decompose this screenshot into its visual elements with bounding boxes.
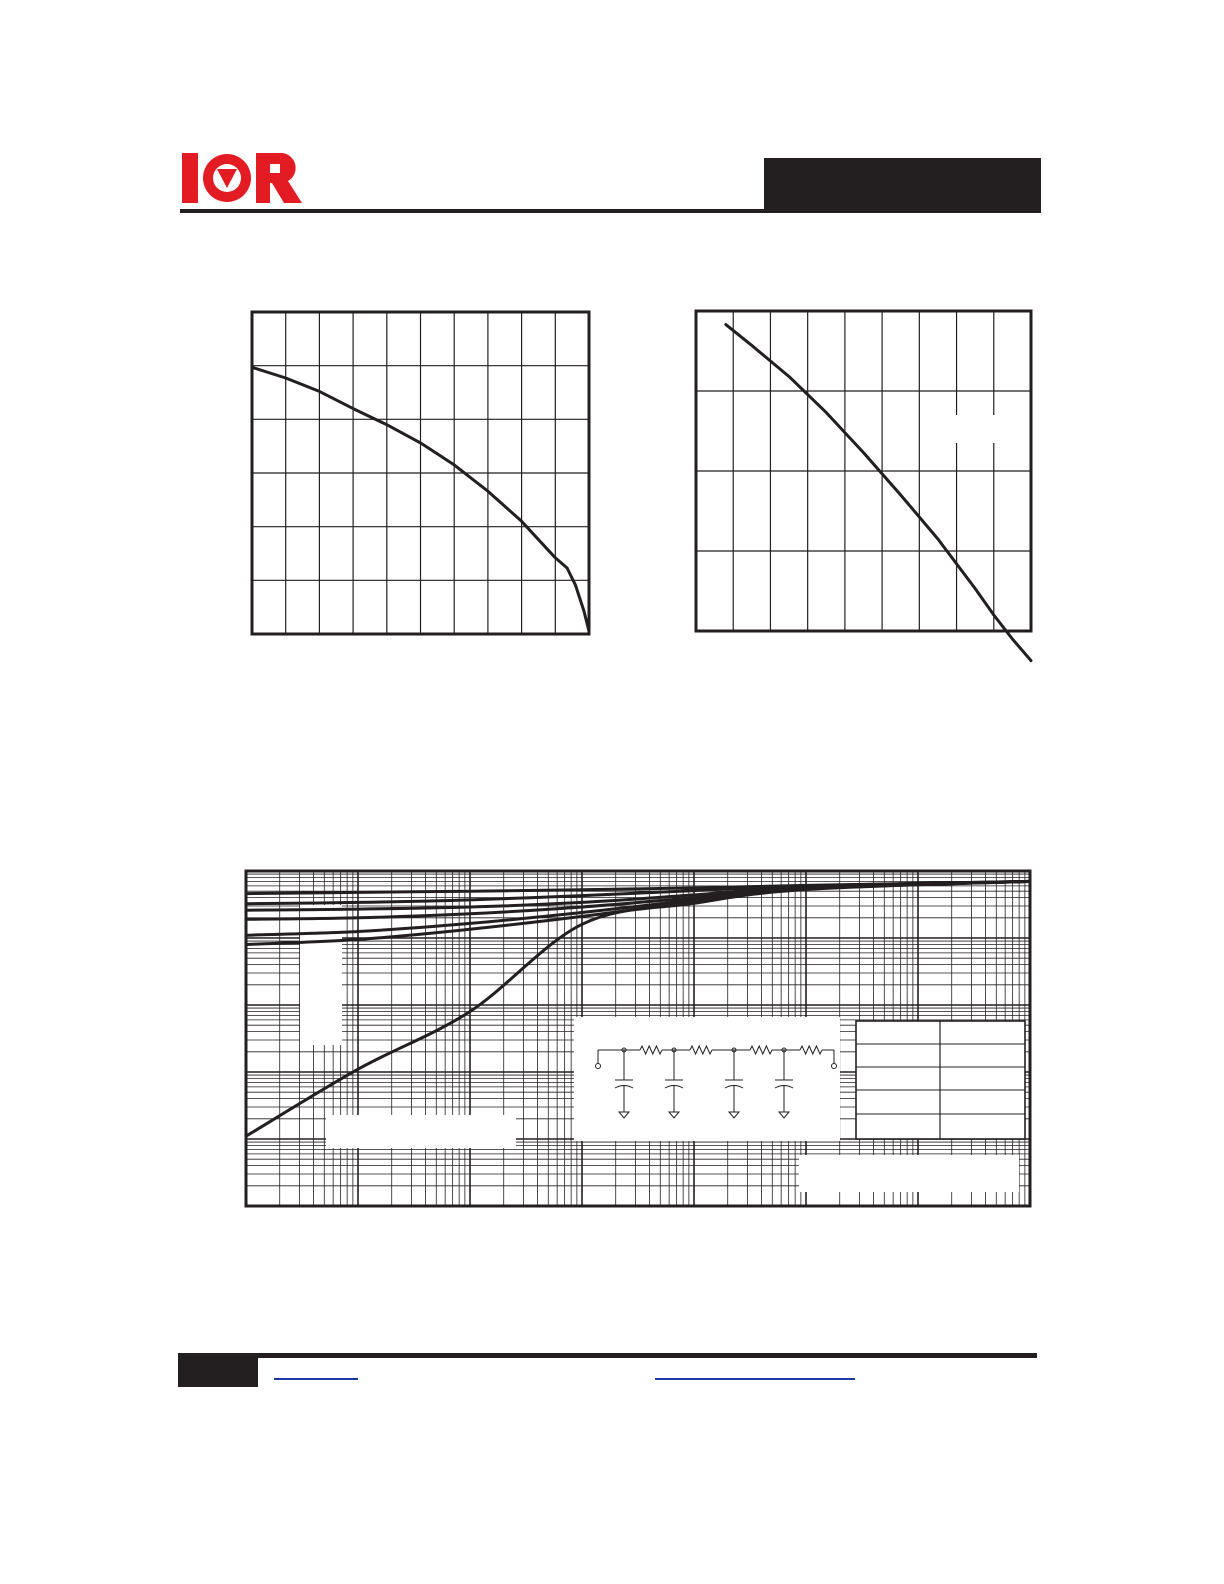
chart-2-series-line xyxy=(726,325,1031,661)
chart-3-legend-knockout xyxy=(300,905,342,1045)
chart-2 xyxy=(694,309,1033,633)
header-part-number-box xyxy=(764,158,1041,213)
chart-3-label-knockout-bottom-right xyxy=(799,1155,1019,1192)
chart-1-grid xyxy=(252,312,589,634)
header-rule xyxy=(180,209,764,213)
footer-link[interactable] xyxy=(655,1378,855,1380)
footer-rule xyxy=(178,1353,1037,1358)
chart-3-label-knockout-left xyxy=(326,1115,516,1148)
chart-1 xyxy=(250,310,591,636)
footer-link[interactable] xyxy=(274,1378,358,1380)
footer-page-box xyxy=(178,1353,258,1387)
chart-3-thermal-network-panel xyxy=(574,1017,840,1141)
chart-2-knockout-label xyxy=(955,415,998,443)
chart-3 xyxy=(244,869,1032,1208)
rc-parameter-table xyxy=(856,1021,1025,1139)
ior-logo xyxy=(180,150,304,206)
chart-2-grid xyxy=(696,311,1031,631)
